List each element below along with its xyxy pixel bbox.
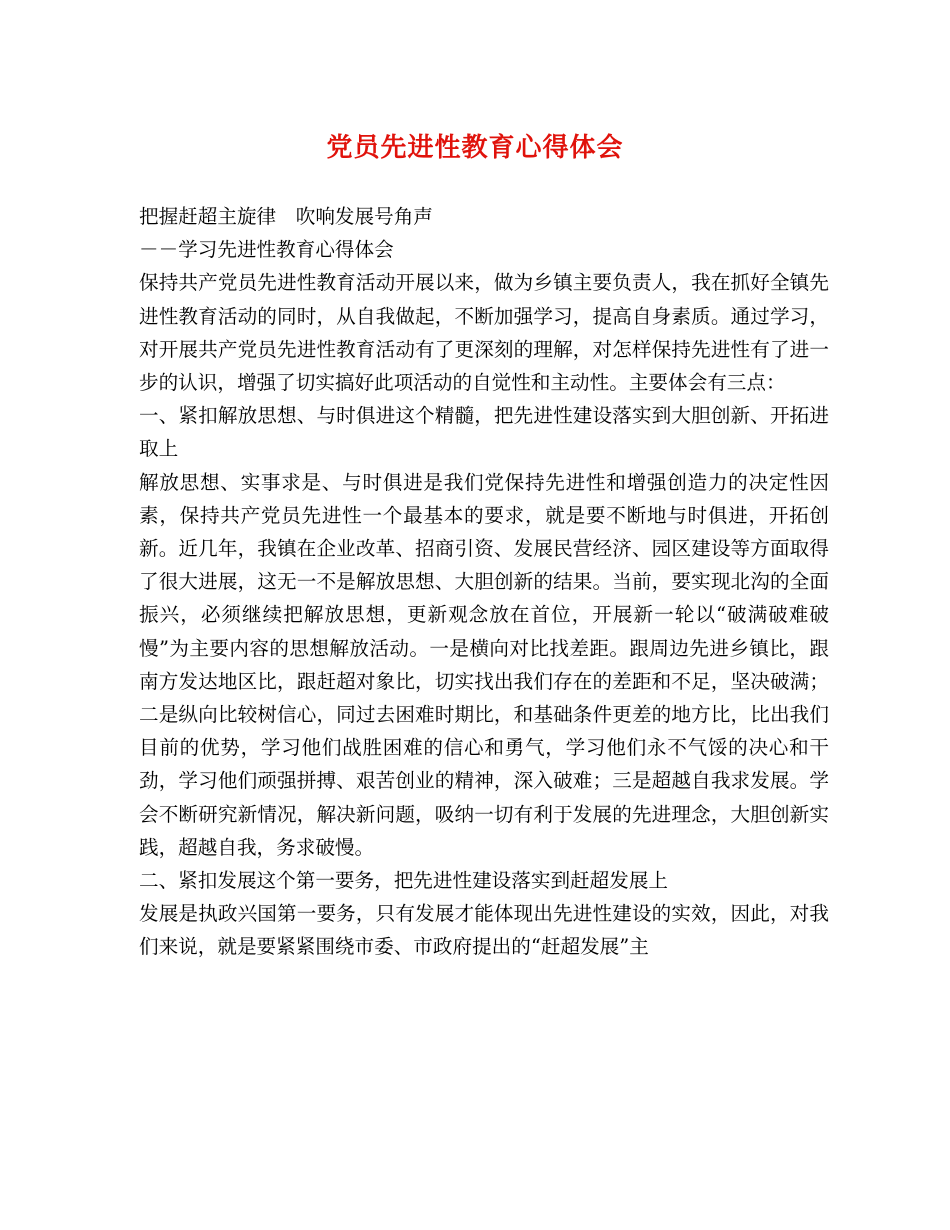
document-body (139, 200, 829, 964)
subtitle-line: －－学习先进性教育心得体会 (139, 238, 394, 262)
document-title: 党员先进性教育心得体会 (326, 133, 624, 163)
subtitle-line: 把握赶超主旋律 吹响发展号角声 (139, 205, 433, 228)
section-heading: 二、紧扣发展这个第一要务，把先进性建设落实到赶超发展上 (139, 869, 669, 893)
body-paragraph: 解放思想、实事求是、与时俱进是我们党保持先进性和增强创造力的决定性因素，保持共产党员先进性一个最基本的要求，就是要不断地与时俱进，开拓创新。近几年，我镇在企业改革、招商引资、发展民营经济、园区建设等方面取得了很大进展，这无一不是解放思想、大胆创新的结果。当前，要实现北沟的全面振兴，必须继续把解放思想，更新观念放在首位，开展新一轮以“破满破难破慢”为主要内容的思想解放活动。一是横向对比找差距。跟周边先进乡镇比，跟南方发达地区比，跟赶超对象比，切实找出我们存在的差距和不足，坚决破满；二是纵向比较树信心，同过去困难时期比，和基础条件更差的地方比，比出我们目前的优势，学习他们战胜困难的信心和勇气，学习他们永不气馁的决心和干劲，学习他们顽强拼搏、艰苦创业的精神，深入破难；三是超越自我求发展。学会不断研究新情况，解决新问题，吸纳一切有利于发展的先进理念，大胆创新实践，超越自我，务求破慢。 (139, 470, 829, 859)
body-paragraph: 保持共产党员先进性教育活动开展以来，做为乡镇主要负责人，我在抓好全镇先进性教育活动的同时，从自我做起，不断加强学习，提高自身素质。通过学习，对开展共产党员先进性教育活动有了更深刻的理解，对怎样保持先进性有了进一步的认识，增强了切实搞好此项活动的自觉性和主动性。主要体会有三点： (139, 271, 829, 395)
body-paragraph: 发展是执政兴国第一要务，只有发展才能体现出先进性建设的实效，因此，对我们来说，就是要紧紧围绕市委、市政府提出的“赶超发展”主 (139, 902, 829, 959)
section-heading: 一、紧扣解放思想、与时俱进这个精髓，把先进性建设落实到大胆创新、开拓进取上 (139, 404, 829, 461)
